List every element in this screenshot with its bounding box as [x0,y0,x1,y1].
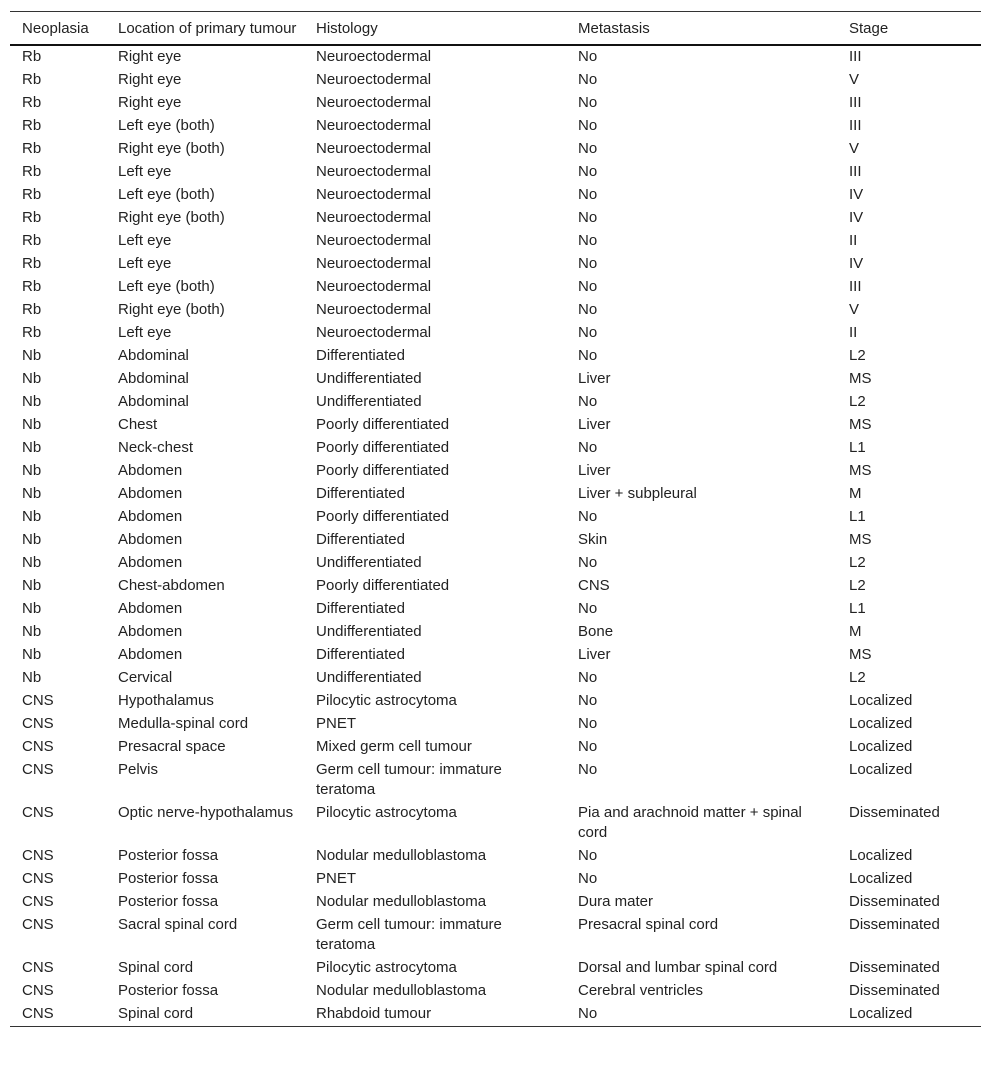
cell-stage: Localized [849,870,913,887]
cell-metastasis: No [578,347,598,364]
table-row [10,92,981,115]
cell-metastasis: No [578,738,598,755]
cell-metastasis: No [578,209,598,226]
cell-histology: Undifferentiated [316,554,422,571]
header-metastasis: Metastasis [578,20,650,37]
cell-metastasis: No [578,186,598,203]
cell-neoplasia: CNS [22,893,54,910]
cell-location: Hypothalamus [118,692,214,709]
cell-stage: Localized [849,738,913,755]
cell-histology: Differentiated [316,646,405,663]
table-row [10,759,981,802]
cell-stage: L1 [849,439,866,456]
cell-neoplasia: CNS [22,847,54,864]
cell-metastasis: Bone [578,623,614,640]
cell-histology: Germ cell tumour: immature teratoma [316,916,502,953]
cell-histology: Poorly differentiated [316,439,450,456]
cell-stage: V [849,140,860,157]
cell-histology: Neuroectodermal [316,209,432,226]
cell-neoplasia: Rb [22,278,42,295]
table-row [10,414,981,437]
cell-neoplasia: Nb [22,393,42,410]
cell-metastasis: No [578,278,598,295]
table-row [10,621,981,644]
cell-histology: Differentiated [316,347,405,364]
cell-neoplasia: CNS [22,804,54,821]
cell-metastasis: No [578,715,598,732]
cell-stage: L1 [849,508,866,525]
cell-location: Abdominal [118,347,189,364]
table-row [10,891,981,914]
cell-neoplasia: CNS [22,916,54,933]
cell-neoplasia: Rb [22,209,42,226]
cell-stage: II [849,324,858,341]
cell-neoplasia: Nb [22,669,42,686]
cell-neoplasia: Nb [22,347,42,364]
cell-stage: Localized [849,692,913,709]
cell-metastasis: Liver [578,370,611,387]
table-row [10,690,981,713]
cell-stage: Disseminated [849,982,940,999]
cell-metastasis: Cerebral ventricles [578,982,704,999]
cell-histology: Nodular medulloblastoma [316,893,487,910]
cell-metastasis: Liver [578,416,611,433]
cell-metastasis: Liver + subpleural [578,485,697,502]
table-row [10,45,981,69]
cell-neoplasia: Nb [22,462,42,479]
cell-neoplasia: Rb [22,117,42,134]
cell-metastasis: Skin [578,531,608,548]
cell-histology: PNET [316,870,357,887]
cell-metastasis: No [578,255,598,272]
cell-location: Spinal cord [118,1005,194,1022]
cell-location: Posterior fossa [118,870,219,887]
cell-stage: L2 [849,577,866,594]
cell-location: Left eye [118,232,172,249]
cell-neoplasia: Rb [22,163,42,180]
cell-location: Abdominal [118,393,189,410]
cell-histology: Neuroectodermal [316,278,432,295]
cell-location: Abdomen [118,508,183,525]
cell-metastasis: Dorsal and lumbar spinal cord [578,959,778,976]
cell-stage: L2 [849,554,866,571]
cell-neoplasia: CNS [22,982,54,999]
cell-stage: Localized [849,847,913,864]
cell-stage: Localized [849,1005,913,1022]
cell-histology: Neuroectodermal [316,94,432,111]
cell-stage: IV [849,209,864,226]
cell-stage: M [849,485,862,502]
cell-neoplasia: CNS [22,738,54,755]
cell-histology: Neuroectodermal [316,140,432,157]
cell-location: Right eye [118,48,182,65]
cell-metastasis: No [578,669,598,686]
table-row [10,667,981,690]
table-row [10,914,981,957]
cell-histology: Poorly differentiated [316,508,450,525]
cell-neoplasia: Nb [22,554,42,571]
table-row [10,802,981,845]
cell-location: Medulla-spinal cord [118,715,249,732]
cell-histology: Neuroectodermal [316,117,432,134]
table-row [10,575,981,598]
table-row [10,184,981,207]
table-row [10,1003,981,1027]
cell-histology: Neuroectodermal [316,71,432,88]
cell-location: Left eye (both) [118,186,215,203]
cell-stage: Localized [849,715,913,732]
cell-neoplasia: Nb [22,646,42,663]
cell-histology: Pilocytic astrocytoma [316,804,457,821]
cell-stage: M [849,623,862,640]
cell-location: Posterior fossa [118,982,219,999]
cell-stage: MS [849,646,872,663]
table-row [10,115,981,138]
cell-location: Abdomen [118,485,183,502]
cell-metastasis: No [578,301,598,318]
cell-neoplasia: CNS [22,715,54,732]
cell-location: Neck-chest [118,439,194,456]
cell-metastasis: No [578,163,598,180]
cell-metastasis: No [578,554,598,571]
header-stage: Stage [849,20,889,37]
cell-histology: Poorly differentiated [316,416,450,433]
table-row [10,437,981,460]
cell-histology: Neuroectodermal [316,255,432,272]
cell-neoplasia: CNS [22,959,54,976]
cell-metastasis: No [578,48,598,65]
cell-location: Abdomen [118,462,183,479]
cell-metastasis: No [578,71,598,88]
cell-stage: III [849,163,862,180]
cell-location: Sacral spinal cord [118,916,238,933]
header-row [10,12,981,46]
cell-histology: Neuroectodermal [316,186,432,203]
cell-neoplasia: Nb [22,623,42,640]
table-row [10,980,981,1003]
cell-stage: IV [849,255,864,272]
cell-location: Abdomen [118,531,183,548]
cell-stage: V [849,301,860,318]
cell-histology: Rhabdoid tumour [316,1005,432,1022]
cell-stage: L1 [849,600,866,617]
cell-histology: Differentiated [316,485,405,502]
table-row [10,713,981,736]
table-row [10,253,981,276]
cell-stage: Disseminated [849,959,940,976]
table-row [10,138,981,161]
cell-metastasis: No [578,600,598,617]
table-row [10,391,981,414]
table-row [10,368,981,391]
table-row [10,69,981,92]
cell-histology: Undifferentiated [316,623,422,640]
table-header [10,12,981,46]
cell-metastasis: No [578,94,598,111]
cell-histology: Neuroectodermal [316,48,432,65]
cell-location: Left eye (both) [118,278,215,295]
cell-metastasis: No [578,232,598,249]
cell-neoplasia: Nb [22,416,42,433]
cell-neoplasia: Nb [22,577,42,594]
cell-stage: MS [849,531,872,548]
cell-neoplasia: Nb [22,485,42,502]
table-row [10,299,981,322]
cell-histology: PNET [316,715,357,732]
header-histology: Histology [316,20,378,37]
cell-location: Right eye (both) [118,209,225,226]
table-row [10,644,981,667]
cell-neoplasia: CNS [22,1005,54,1022]
cell-stage: III [849,48,862,65]
cell-metastasis: No [578,1005,598,1022]
cell-metastasis: Liver [578,462,611,479]
cell-stage: L2 [849,669,866,686]
cell-neoplasia: Nb [22,508,42,525]
header-location: Location of primary tumour [118,20,297,37]
cell-neoplasia: Rb [22,71,42,88]
cell-neoplasia: Nb [22,370,42,387]
cell-histology: Poorly differentiated [316,462,450,479]
cell-metastasis: No [578,117,598,134]
table-row [10,161,981,184]
cell-stage: MS [849,462,872,479]
cell-histology: Germ cell tumour: immature teratoma [316,761,502,798]
cell-stage: II [849,232,858,249]
cell-neoplasia: CNS [22,761,54,778]
cell-metastasis: No [578,692,598,709]
cell-neoplasia: Nb [22,600,42,617]
cell-location: Left eye [118,255,172,272]
cell-histology: Differentiated [316,531,405,548]
cell-stage: Disseminated [849,804,940,821]
table-row [10,598,981,621]
neoplasia-table [10,11,981,1027]
cell-neoplasia: Rb [22,324,42,341]
cell-location: Abdomen [118,623,183,640]
cell-location: Left eye (both) [118,117,215,134]
cell-metastasis: No [578,393,598,410]
header-neoplasia: Neoplasia [22,20,89,37]
cell-metastasis: No [578,439,598,456]
cell-metastasis: Presacral spinal cord [578,916,719,933]
cell-histology: Pilocytic astrocytoma [316,692,457,709]
table-row [10,868,981,891]
cell-stage: III [849,94,862,111]
cell-location: Right eye (both) [118,301,225,318]
cell-stage: L2 [849,347,866,364]
cell-location: Posterior fossa [118,847,219,864]
cell-stage: Disseminated [849,916,940,933]
cell-neoplasia: CNS [22,870,54,887]
cell-neoplasia: Rb [22,301,42,318]
cell-metastasis: CNS [578,577,610,594]
cell-neoplasia: Rb [22,232,42,249]
cell-location: Abdomen [118,600,183,617]
cell-location: Cervical [118,669,173,686]
cell-stage: L2 [849,393,866,410]
cell-neoplasia: Nb [22,439,42,456]
cell-metastasis: No [578,508,598,525]
cell-histology: Nodular medulloblastoma [316,847,487,864]
table-row [10,529,981,552]
cell-location: Right eye [118,94,182,111]
cell-stage: V [849,71,860,88]
cell-histology: Neuroectodermal [316,324,432,341]
cell-neoplasia: Rb [22,140,42,157]
cell-location: Abdominal [118,370,189,387]
cell-location: Optic nerve-hypothalamus [118,804,294,821]
cell-histology: Poorly differentiated [316,577,450,594]
cell-stage: Localized [849,761,913,778]
table-row [10,276,981,299]
cell-location: Presacral space [118,738,226,755]
cell-histology: Mixed germ cell tumour [316,738,472,755]
cell-neoplasia: Rb [22,94,42,111]
cell-metastasis: No [578,324,598,341]
cell-location: Chest [118,416,158,433]
cell-metastasis: No [578,761,598,778]
cell-histology: Undifferentiated [316,393,422,410]
cell-metastasis: Dura mater [578,893,654,910]
table-row [10,345,981,368]
table-row [10,230,981,253]
cell-metastasis: No [578,140,598,157]
table-row [10,460,981,483]
cell-metastasis: No [578,870,598,887]
table-row [10,845,981,868]
cell-histology: Undifferentiated [316,370,422,387]
cell-histology: Neuroectodermal [316,232,432,249]
cell-location: Right eye (both) [118,140,225,157]
table-row [10,483,981,506]
table-row [10,736,981,759]
cell-location: Spinal cord [118,959,194,976]
table-body [10,45,981,1027]
cell-location: Right eye [118,71,182,88]
cell-location: Abdomen [118,646,183,663]
cell-histology: Nodular medulloblastoma [316,982,487,999]
cell-stage: MS [849,370,872,387]
cell-stage: Disseminated [849,893,940,910]
cell-stage: IV [849,186,864,203]
cell-location: Posterior fossa [118,893,219,910]
table-row [10,552,981,575]
cell-stage: III [849,117,862,134]
table-row [10,506,981,529]
cell-location: Left eye [118,324,172,341]
cell-neoplasia: Nb [22,531,42,548]
cell-histology: Undifferentiated [316,669,422,686]
cell-location: Pelvis [118,761,159,778]
table-row [10,207,981,230]
cell-location: Abdomen [118,554,183,571]
cell-stage: III [849,278,862,295]
cell-location: Chest-abdomen [118,577,225,594]
cell-metastasis: Liver [578,646,611,663]
cell-neoplasia: Rb [22,255,42,272]
table-row [10,957,981,980]
cell-stage: MS [849,416,872,433]
cell-location: Left eye [118,163,172,180]
cell-neoplasia: Rb [22,48,42,65]
cell-metastasis: No [578,847,598,864]
cell-histology: Differentiated [316,600,405,617]
cell-histology: Neuroectodermal [316,301,432,318]
table-row [10,322,981,345]
cell-neoplasia: Rb [22,186,42,203]
cell-histology: Pilocytic astrocytoma [316,959,457,976]
cell-histology: Neuroectodermal [316,163,432,180]
cell-neoplasia: CNS [22,692,54,709]
cell-metastasis: Pia and arachnoid matter + spinal cord [578,804,802,841]
